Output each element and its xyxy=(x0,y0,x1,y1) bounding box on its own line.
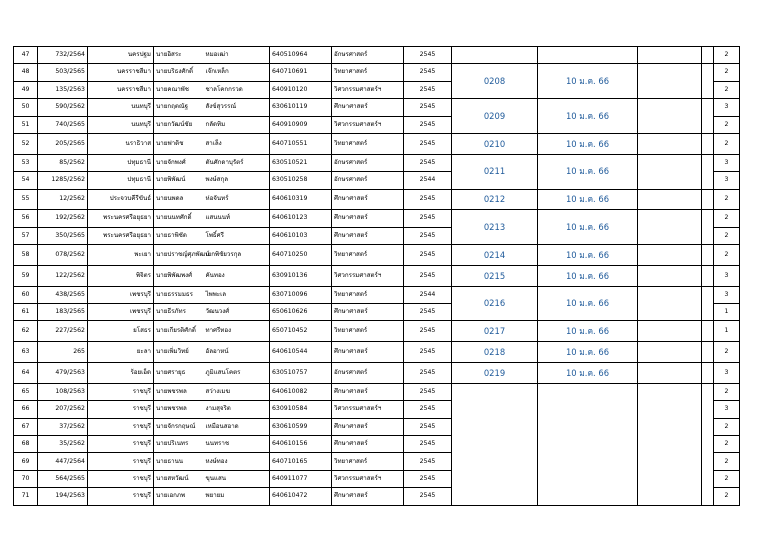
first-name: นายธีรภัทร xyxy=(154,304,204,321)
faculty: ศึกษาศาสตร์ xyxy=(332,436,404,453)
empty-cell xyxy=(702,342,714,363)
table-row xyxy=(14,342,740,363)
empty-cell xyxy=(638,245,702,266)
group-code: 0218 xyxy=(452,342,538,363)
first-name: นายจักพงศ์ xyxy=(154,154,204,171)
case-number: 732/2564 xyxy=(38,47,88,64)
row-number: 66 xyxy=(14,401,38,418)
case-number: 564/2565 xyxy=(38,470,88,487)
birth-year: 2545 xyxy=(404,401,452,418)
province: นครปฐม xyxy=(88,47,154,64)
last-name: นนทราช xyxy=(204,436,270,453)
row-number: 50 xyxy=(14,99,38,116)
student-id: 640710250 xyxy=(270,245,332,266)
province: ปทุมธานี xyxy=(88,172,154,189)
faculty: อักษรศาสตร์ xyxy=(332,363,404,384)
case-number: 12/2562 xyxy=(38,189,88,210)
row-number: 64 xyxy=(14,363,38,384)
province: พระนครศรีอยุธยา xyxy=(88,210,154,227)
table-row xyxy=(14,265,740,286)
birth-year: 2545 xyxy=(404,189,452,210)
row-number: 68 xyxy=(14,436,38,453)
student-id: 640610123 xyxy=(270,210,332,227)
faculty: วิทยาศาสตร์ xyxy=(332,286,404,303)
birth-year: 2545 xyxy=(404,64,452,81)
faculty: ศึกษาศาสตร์ xyxy=(332,342,404,363)
empty-cell xyxy=(702,64,714,99)
row-number: 52 xyxy=(14,133,38,154)
group-code: 0209 xyxy=(452,99,538,134)
first-name: นายธาพิชัด xyxy=(154,227,204,244)
empty-cell xyxy=(638,321,702,342)
empty-cell xyxy=(702,265,714,286)
last-name: ขุนแสน xyxy=(204,470,270,487)
last-name: สว่างเมฆ xyxy=(204,383,270,400)
count: 2 xyxy=(714,133,740,154)
empty-cell xyxy=(638,189,702,210)
first-name: นายสหวัฒน์ xyxy=(154,470,204,487)
first-name: นายบริธงศักดิ์ xyxy=(154,64,204,81)
student-id: 630910136 xyxy=(270,265,332,286)
case-number: 479/2563 xyxy=(38,363,88,384)
first-name: นายพชรพล xyxy=(154,401,204,418)
birth-year: 2545 xyxy=(404,453,452,470)
last-name: เยกพิชัยวรกุล xyxy=(204,245,270,266)
group-date: 10 ม.ค. 66 xyxy=(538,321,638,342)
case-number: 108/2563 xyxy=(38,383,88,400)
last-name: หมอเฒ่า xyxy=(204,47,270,64)
case-number: 438/2565 xyxy=(38,286,88,303)
row-number: 62 xyxy=(14,321,38,342)
faculty: อักษรศาสตร์ xyxy=(332,172,404,189)
case-number: 447/2564 xyxy=(38,453,88,470)
empty-cell xyxy=(702,245,714,266)
empty-cell xyxy=(702,363,714,384)
faculty: ศึกษาศาสตร์ xyxy=(332,383,404,400)
table-row xyxy=(14,154,740,171)
province: นนทบุรี xyxy=(88,99,154,116)
empty-cell xyxy=(638,133,702,154)
student-id: 630610599 xyxy=(270,418,332,435)
last-name: คันทอง xyxy=(204,265,270,286)
group-code xyxy=(452,47,538,64)
group-date: 10 ม.ค. 66 xyxy=(538,245,638,266)
case-number: 503/2565 xyxy=(38,64,88,81)
province: นราธิวาส xyxy=(88,133,154,154)
row-number: 51 xyxy=(14,116,38,133)
group-date: 10 ม.ค. 66 xyxy=(538,154,638,189)
student-id: 630710096 xyxy=(270,286,332,303)
first-name: นายศรายุธ xyxy=(154,363,204,384)
group-code: 0208 xyxy=(452,64,538,99)
empty-cell xyxy=(702,321,714,342)
last-name: หงษ์ทอง xyxy=(204,453,270,470)
row-number: 48 xyxy=(14,64,38,81)
group-date: 10 ม.ค. 66 xyxy=(538,210,638,245)
empty-cell xyxy=(638,342,702,363)
row-number: 56 xyxy=(14,210,38,227)
student-id: 640510964 xyxy=(270,47,332,64)
count: 2 xyxy=(714,342,740,363)
first-name: นายพชรพล xyxy=(154,383,204,400)
empty-cell xyxy=(638,286,702,321)
province: พะเยา xyxy=(88,245,154,266)
birth-year: 2545 xyxy=(404,304,452,321)
row-number: 60 xyxy=(14,286,38,303)
last-name: เหมือนสอาด xyxy=(204,418,270,435)
first-name: นายพิพัฒพงศ์ xyxy=(154,265,204,286)
province: ราชบุรี xyxy=(88,470,154,487)
last-name: สังข์สุวรรณ์ xyxy=(204,99,270,116)
first-name: นายคณาพัช xyxy=(154,81,204,98)
count: 3 xyxy=(714,286,740,303)
faculty: วิทยาศาสตร์ xyxy=(332,245,404,266)
table-row xyxy=(14,64,740,81)
birth-year: 2545 xyxy=(404,363,452,384)
count: 3 xyxy=(714,363,740,384)
case-number: 078/2562 xyxy=(38,245,88,266)
group-code: 0211 xyxy=(452,154,538,189)
first-name: นายกฤตณัฐ xyxy=(154,99,204,116)
province: ประจวบคีรีขันธ์ xyxy=(88,189,154,210)
count: 2 xyxy=(714,453,740,470)
row-number: 63 xyxy=(14,342,38,363)
last-name: ทาศรีทอง xyxy=(204,321,270,342)
group-code: 0215 xyxy=(452,265,538,286)
table-row xyxy=(14,286,740,303)
row-number: 67 xyxy=(14,418,38,435)
student-id: 640610156 xyxy=(270,436,332,453)
group-code: 0213 xyxy=(452,210,538,245)
empty-cell xyxy=(702,210,714,245)
last-name: อัลอาหน์ xyxy=(204,342,270,363)
birth-year: 2545 xyxy=(404,488,452,505)
group-code: 0216 xyxy=(452,286,538,321)
province: ปทุมธานี xyxy=(88,154,154,171)
province: ราชบุรี xyxy=(88,401,154,418)
birth-year: 2545 xyxy=(404,47,452,64)
count: 2 xyxy=(714,470,740,487)
faculty: วิศวกรรมศาสตร์ฯ xyxy=(332,265,404,286)
student-id: 640610544 xyxy=(270,342,332,363)
province: ยะลา xyxy=(88,342,154,363)
count: 1 xyxy=(714,321,740,342)
birth-year: 2545 xyxy=(404,81,452,98)
student-id: 640910120 xyxy=(270,81,332,98)
group-code: 0217 xyxy=(452,321,538,342)
province: ยโสธร xyxy=(88,321,154,342)
case-number: 1285/2562 xyxy=(38,172,88,189)
last-name: วัฒนวงศ์ xyxy=(204,304,270,321)
last-name: โพธิ์ศรี xyxy=(204,227,270,244)
province: นครราชสีมา xyxy=(88,64,154,81)
province: เพชรบุรี xyxy=(88,286,154,303)
student-id: 630510757 xyxy=(270,363,332,384)
empty-cell xyxy=(702,383,714,505)
group-date xyxy=(538,383,638,505)
last-name: ไพพะเล xyxy=(204,286,270,303)
empty-cell xyxy=(702,47,714,64)
table-row xyxy=(14,363,740,384)
group-date: 10 ม.ค. 66 xyxy=(538,286,638,321)
count: 2 xyxy=(714,245,740,266)
count: 2 xyxy=(714,210,740,227)
row-number: 70 xyxy=(14,470,38,487)
case-number: 350/2565 xyxy=(38,227,88,244)
empty-cell xyxy=(638,154,702,189)
first-name: นายเกียรติศักดิ์ xyxy=(154,321,204,342)
row-number: 59 xyxy=(14,265,38,286)
empty-cell xyxy=(702,189,714,210)
last-name: งามสุจริต xyxy=(204,401,270,418)
first-name: นายเอกภพ xyxy=(154,488,204,505)
first-name: นายนพดล xyxy=(154,189,204,210)
empty-cell xyxy=(702,286,714,321)
case-number: 122/2562 xyxy=(38,265,88,286)
faculty: วิทยาศาสตร์ xyxy=(332,133,404,154)
case-number: 183/2565 xyxy=(38,304,88,321)
empty-cell xyxy=(702,99,714,134)
province: นครราชสีมา xyxy=(88,81,154,98)
last-name: พยายม xyxy=(204,488,270,505)
count: 3 xyxy=(714,401,740,418)
student-id: 630510521 xyxy=(270,154,332,171)
table-row xyxy=(14,245,740,266)
case-number: 265 xyxy=(38,342,88,363)
faculty: ศึกษาศาสตร์ xyxy=(332,418,404,435)
birth-year: 2545 xyxy=(404,383,452,400)
province: พิจิตร xyxy=(88,265,154,286)
last-name: ห่อจันทร์ xyxy=(204,189,270,210)
first-name: นายนนทศักดิ์ xyxy=(154,210,204,227)
faculty: วิศวกรรมศาสตร์ฯ xyxy=(332,81,404,98)
row-number: 69 xyxy=(14,453,38,470)
birth-year: 2545 xyxy=(404,321,452,342)
table-row xyxy=(14,133,740,154)
row-number: 53 xyxy=(14,154,38,171)
empty-cell xyxy=(638,47,702,64)
table-body xyxy=(14,47,740,506)
province: ราชบุรี xyxy=(88,436,154,453)
faculty: วิทยาศาสตร์ xyxy=(332,64,404,81)
province: เพชรบุรี xyxy=(88,304,154,321)
first-name: นายอิสระ xyxy=(154,47,204,64)
table-row xyxy=(14,321,740,342)
first-name: นายเพิ่มวิทย์ xyxy=(154,342,204,363)
student-id: 640710691 xyxy=(270,64,332,81)
student-id: 630610119 xyxy=(270,99,332,116)
province: นนทบุรี xyxy=(88,116,154,133)
first-name: นายธรรมมธร xyxy=(154,286,204,303)
empty-cell xyxy=(702,154,714,189)
faculty: วิทยาศาสตร์ xyxy=(332,321,404,342)
row-number: 65 xyxy=(14,383,38,400)
group-date: 10 ม.ค. 66 xyxy=(538,342,638,363)
faculty: วิทยาศาสตร์ xyxy=(332,453,404,470)
row-number: 49 xyxy=(14,81,38,98)
faculty: วิศวกรรมศาสตร์ฯ xyxy=(332,401,404,418)
province: ราชบุรี xyxy=(88,453,154,470)
last-name: กลัดทิม xyxy=(204,116,270,133)
table-row xyxy=(14,189,740,210)
group-code: 0214 xyxy=(452,245,538,266)
last-name: เจ๊กเหล็ก xyxy=(204,64,270,81)
faculty: ศึกษาศาสตร์ xyxy=(332,99,404,116)
group-code xyxy=(452,383,538,505)
student-id: 640910909 xyxy=(270,116,332,133)
case-number: 135/2563 xyxy=(38,81,88,98)
birth-year: 2545 xyxy=(404,154,452,171)
case-number: 227/2562 xyxy=(38,321,88,342)
row-number: 58 xyxy=(14,245,38,266)
count: 3 xyxy=(714,172,740,189)
case-number: 192/2562 xyxy=(38,210,88,227)
group-date: 10 ม.ค. 66 xyxy=(538,363,638,384)
student-id: 640710551 xyxy=(270,133,332,154)
student-id: 640610082 xyxy=(270,383,332,400)
empty-cell xyxy=(638,99,702,134)
province: ราชบุรี xyxy=(88,488,154,505)
empty-cell xyxy=(638,64,702,99)
birth-year: 2545 xyxy=(404,133,452,154)
group-date: 10 ม.ค. 66 xyxy=(538,189,638,210)
faculty: อักษรศาสตร์ xyxy=(332,47,404,64)
count: 2 xyxy=(714,418,740,435)
table-row xyxy=(14,210,740,227)
first-name: นายปริเนทร xyxy=(154,436,204,453)
birth-year: 2545 xyxy=(404,227,452,244)
group-date: 10 ม.ค. 66 xyxy=(538,99,638,134)
row-number: 57 xyxy=(14,227,38,244)
first-name: นายปราชญ์ศุภพัฒน์ xyxy=(154,245,204,266)
birth-year: 2545 xyxy=(404,342,452,363)
count: 2 xyxy=(714,81,740,98)
count: 2 xyxy=(714,436,740,453)
case-number: 85/2562 xyxy=(38,154,88,171)
document-table xyxy=(13,46,740,506)
count: 2 xyxy=(714,189,740,210)
count: 2 xyxy=(714,488,740,505)
student-id: 650610626 xyxy=(270,304,332,321)
birth-year: 2545 xyxy=(404,436,452,453)
group-date: 10 ม.ค. 66 xyxy=(538,265,638,286)
empty-cell xyxy=(638,265,702,286)
group-code: 0219 xyxy=(452,363,538,384)
first-name: นายจักรกฤษณ์ xyxy=(154,418,204,435)
faculty: วิศวกรรมศาสตร์ฯ xyxy=(332,116,404,133)
case-number: 205/2565 xyxy=(38,133,88,154)
student-id: 640610319 xyxy=(270,189,332,210)
empty-cell xyxy=(702,133,714,154)
group-date: 10 ม.ค. 66 xyxy=(538,133,638,154)
count: 2 xyxy=(714,47,740,64)
last-name: ตันศักดาบุรัตร์ xyxy=(204,154,270,171)
empty-cell xyxy=(638,363,702,384)
faculty: ศึกษาศาสตร์ xyxy=(332,227,404,244)
case-number: 37/2562 xyxy=(38,418,88,435)
case-number: 740/2565 xyxy=(38,116,88,133)
birth-year: 2545 xyxy=(404,418,452,435)
faculty: ศึกษาศาสตร์ xyxy=(332,189,404,210)
birth-year: 2545 xyxy=(404,245,452,266)
faculty: ศึกษาศาสตร์ xyxy=(332,210,404,227)
table-row xyxy=(14,47,740,64)
count: 2 xyxy=(714,64,740,81)
row-number: 54 xyxy=(14,172,38,189)
student-id: 640610472 xyxy=(270,488,332,505)
empty-cell xyxy=(638,210,702,245)
province: ราชบุรี xyxy=(88,383,154,400)
birth-year: 2544 xyxy=(404,286,452,303)
row-number: 47 xyxy=(14,47,38,64)
row-number: 61 xyxy=(14,304,38,321)
last-name: สาเล็ง xyxy=(204,133,270,154)
birth-year: 2545 xyxy=(404,116,452,133)
province: ราชบุรี xyxy=(88,418,154,435)
province: พระนครศรีอยุธยา xyxy=(88,227,154,244)
case-number: 35/2562 xyxy=(38,436,88,453)
count: 3 xyxy=(714,265,740,286)
first-name: นายกวัฒน์ชัย xyxy=(154,116,204,133)
student-id: 650710452 xyxy=(270,321,332,342)
count: 2 xyxy=(714,383,740,400)
last-name: แสนนนท์ xyxy=(204,210,270,227)
row-number: 71 xyxy=(14,488,38,505)
last-name: ชาลโคกกรวด xyxy=(204,81,270,98)
province: ร้อยเอ็ด xyxy=(88,363,154,384)
birth-year: 2545 xyxy=(404,99,452,116)
student-id: 630510258 xyxy=(270,172,332,189)
birth-year: 2545 xyxy=(404,470,452,487)
student-id: 640610103 xyxy=(270,227,332,244)
row-number: 55 xyxy=(14,189,38,210)
empty-cell xyxy=(638,383,702,505)
count: 3 xyxy=(714,99,740,116)
birth-year: 2545 xyxy=(404,210,452,227)
faculty: ศึกษาศาสตร์ xyxy=(332,304,404,321)
first-name: นายพิพัฒน์ xyxy=(154,172,204,189)
student-id: 630910584 xyxy=(270,401,332,418)
group-date: 10 ม.ค. 66 xyxy=(538,64,638,99)
case-number: 590/2562 xyxy=(38,99,88,116)
faculty: ศึกษาศาสตร์ xyxy=(332,488,404,505)
last-name: ภูมิแสนโคตร xyxy=(204,363,270,384)
case-number: 194/2563 xyxy=(38,488,88,505)
faculty: อักษรศาสตร์ xyxy=(332,154,404,171)
count: 2 xyxy=(714,116,740,133)
group-code: 0210 xyxy=(452,133,538,154)
table-row xyxy=(14,383,740,400)
count: 2 xyxy=(714,227,740,244)
birth-year: 2545 xyxy=(404,265,452,286)
table-row xyxy=(14,99,740,116)
case-number: 207/2562 xyxy=(38,401,88,418)
group-date xyxy=(538,47,638,64)
faculty: วิศวกรรมศาสตร์ฯ xyxy=(332,470,404,487)
student-id: 640710165 xyxy=(270,453,332,470)
group-code: 0212 xyxy=(452,189,538,210)
count: 3 xyxy=(714,154,740,171)
count: 1 xyxy=(714,304,740,321)
student-id: 640911077 xyxy=(270,470,332,487)
last-name: พงษ์สกุล xyxy=(204,172,270,189)
first-name: นายฟาดิช xyxy=(154,133,204,154)
first-name: นายธานน xyxy=(154,453,204,470)
birth-year: 2544 xyxy=(404,172,452,189)
